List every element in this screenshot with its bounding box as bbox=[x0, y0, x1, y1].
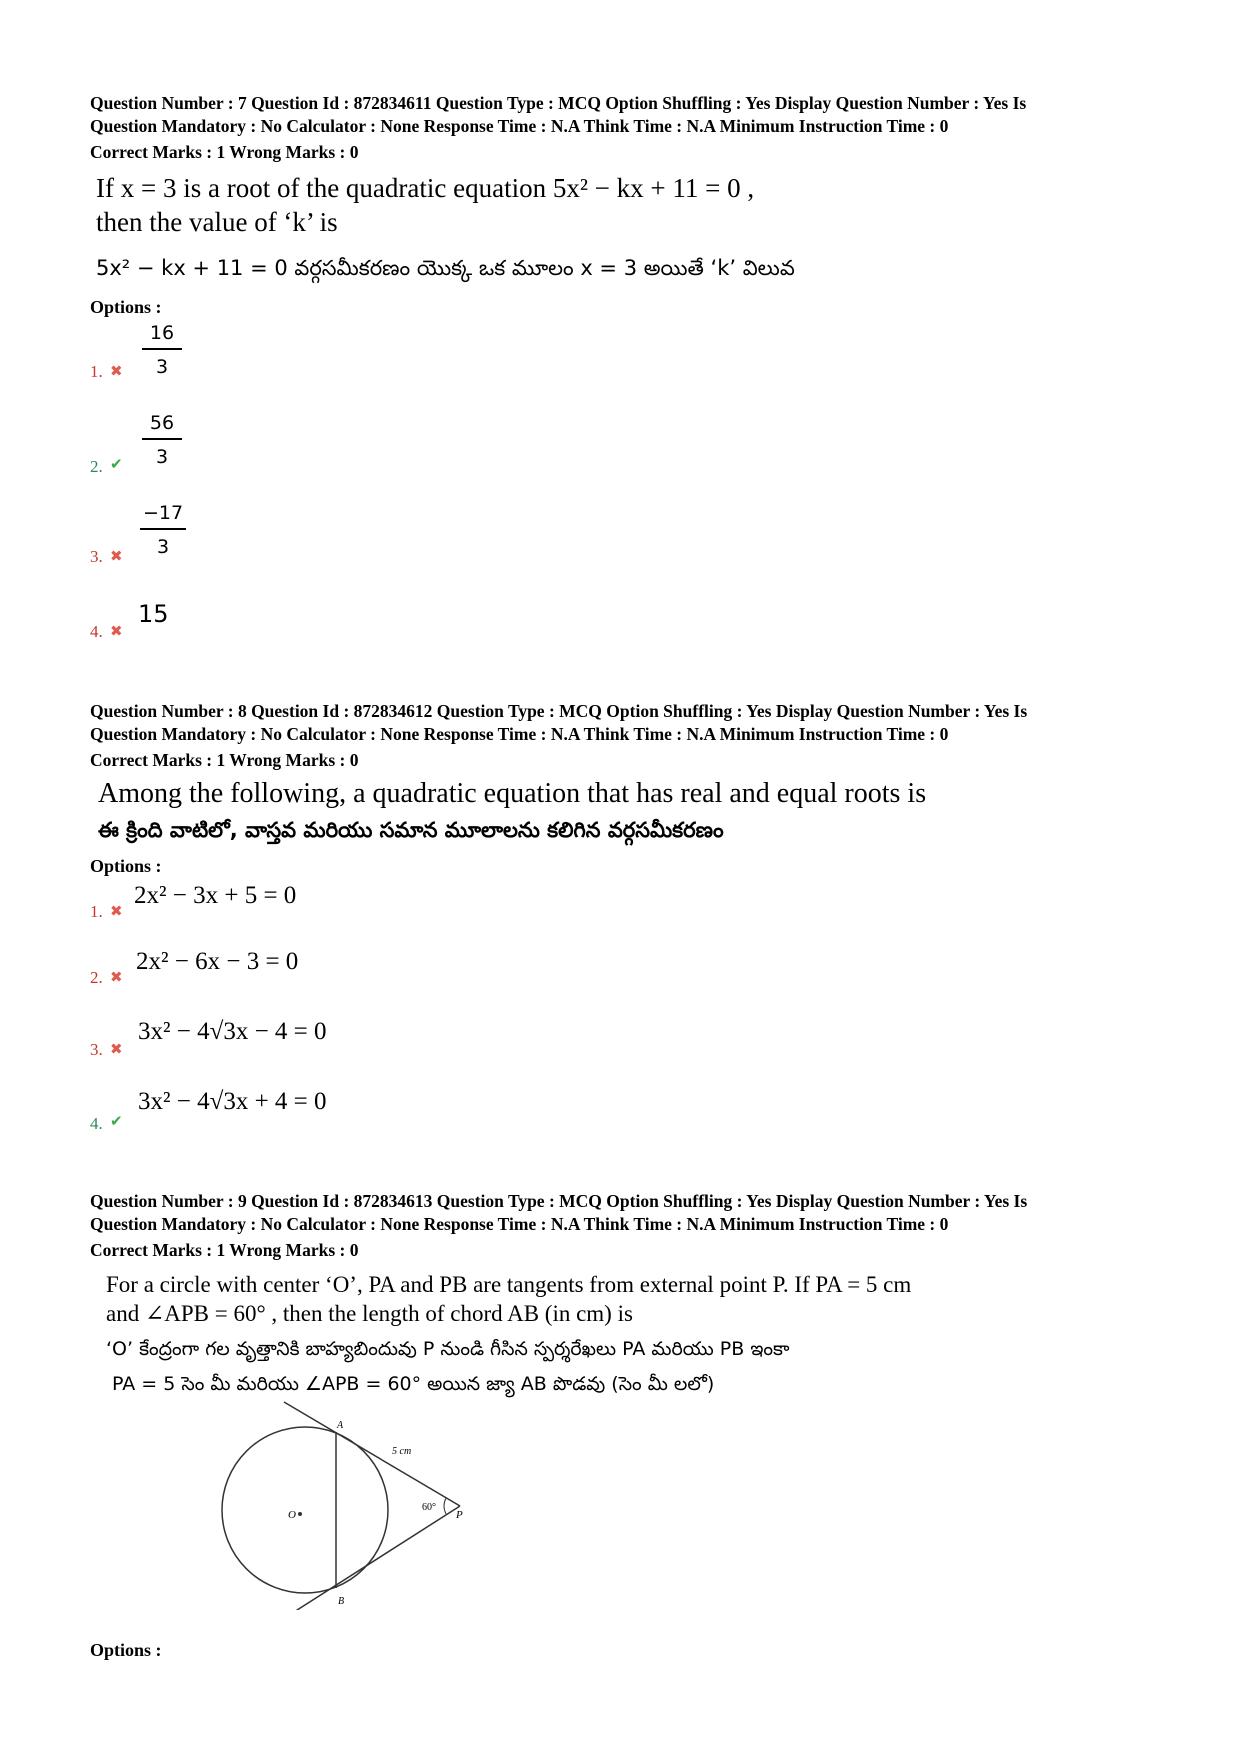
option-number: 2. bbox=[90, 457, 103, 476]
options-label: Options : bbox=[90, 1640, 162, 1660]
question-8-meta bbox=[90, 700, 1170, 772]
option-equation: 3x² − 4√3x + 4 = 0 bbox=[138, 1088, 327, 1115]
meta-line-1: Question Number : 9 Question Id : 872834613 Question Type : MCQ Option Shuffling : Yes Display Question Number : Yes Is bbox=[90, 1191, 1028, 1211]
label-b: B bbox=[338, 1596, 345, 1607]
option-number: 2. bbox=[90, 968, 103, 987]
option-number: 1. bbox=[90, 902, 103, 921]
option-number: 3. bbox=[90, 1040, 103, 1059]
option-equation: 2x² − 6x − 3 = 0 bbox=[136, 948, 299, 975]
wrong-icon: ✖ bbox=[110, 547, 123, 565]
wrong-icon: ✖ bbox=[110, 968, 123, 986]
meta-line-2: Question Mandatory : No Calculator : None Response Time : N.A Think Time : N.A Minimum Instruction Time : 0 bbox=[90, 116, 949, 136]
meta-line-2: Question Mandatory : No Calculator : None Response Time : N.A Think Time : N.A Minimum Instruction Time : 0 bbox=[90, 1214, 949, 1234]
denominator: 3 bbox=[155, 446, 169, 468]
question-9-meta bbox=[90, 1190, 1170, 1262]
wrong-icon: ✖ bbox=[110, 902, 123, 920]
options-label: Options : bbox=[90, 297, 162, 317]
check-icon: ✔ bbox=[110, 1112, 123, 1130]
meta-line-2: Question Mandatory : No Calculator : None Response Time : N.A Think Time : N.A Minimum Instruction Time : 0 bbox=[90, 724, 949, 744]
question-9-text-en-1: For a circle with center ‘O’, PA and PB are tangents from external point P. If PA = 5 cm bbox=[106, 1272, 912, 1297]
option-number: 1. bbox=[90, 362, 103, 381]
fraction bbox=[142, 322, 182, 378]
denominator: 3 bbox=[155, 356, 169, 378]
question-7-text-te: 5x² − kx + 11 = 0 వర్గసమీకరణం యొక్క ఒక మూలం x = 3 అయితే ‘k’ విలువ bbox=[96, 256, 795, 280]
fraction bbox=[142, 412, 182, 468]
check-icon: ✔ bbox=[110, 455, 123, 473]
label-p: P bbox=[456, 1509, 463, 1521]
option-value: 15 bbox=[138, 600, 169, 628]
question-9-text-en-2: and ∠APB = 60° , then the length of chord AB (in cm) is bbox=[106, 1301, 633, 1326]
label-angle: 60° bbox=[422, 1502, 436, 1513]
wrong-icon: ✖ bbox=[110, 362, 123, 380]
question-7-text-en-1: If x = 3 is a root of the quadratic equation 5x² − kx + 11 = 0 , bbox=[96, 173, 755, 203]
label-a: A bbox=[337, 1420, 344, 1431]
denominator: 3 bbox=[156, 536, 170, 558]
numerator: −17 bbox=[140, 502, 186, 530]
center-dot bbox=[298, 1512, 302, 1516]
tangent-pb bbox=[294, 1506, 460, 1610]
fraction bbox=[140, 502, 186, 558]
option-number: 4. bbox=[90, 1114, 103, 1133]
question-7-text-en-2: then the value of ‘k’ is bbox=[96, 207, 338, 237]
wrong-icon: ✖ bbox=[110, 622, 123, 640]
question-9-text-te-1: ‘O’ కేంద్రంగా గల వృత్తానికి బాహ్యబిందువు P నుండి గీసిన స్పర్శరేఖలు PA మరియు PB ఇంకా bbox=[106, 1338, 790, 1360]
marks-line: Correct Marks : 1 Wrong Marks : 0 bbox=[90, 142, 359, 162]
marks-line: Correct Marks : 1 Wrong Marks : 0 bbox=[90, 1240, 359, 1260]
wrong-icon: ✖ bbox=[110, 1040, 123, 1058]
question-8-text-te: ఈ క్రింది వాటిలో, వాస్తవ మరియు సమాన మూలాలను కలిగిన వర్గసమీకరణం bbox=[98, 818, 724, 842]
option-equation: 3x² − 4√3x − 4 = 0 bbox=[138, 1018, 327, 1045]
question-7-meta bbox=[90, 92, 1170, 164]
meta-line-1: Question Number : 8 Question Id : 872834612 Question Type : MCQ Option Shuffling : Yes Display Question Number : Yes Is bbox=[90, 701, 1028, 721]
marks-line: Correct Marks : 1 Wrong Marks : 0 bbox=[90, 750, 359, 770]
numerator: 16 bbox=[142, 322, 182, 350]
question-9-text-te-2: PA = 5 సెం మీ మరియు ∠APB = 60° అయిన జ్యా AB పొడవు (సెం మీ లలో) bbox=[112, 1373, 715, 1395]
meta-line-1: Question Number : 7 Question Id : 872834611 Question Type : MCQ Option Shuffling : Yes Display Question Number : Yes Is bbox=[90, 93, 1027, 113]
option-equation: 2x² − 3x + 5 = 0 bbox=[134, 882, 297, 909]
options-label: Options : bbox=[90, 856, 162, 876]
option-number: 3. bbox=[90, 547, 103, 566]
label-o: O bbox=[288, 1509, 296, 1521]
option-number: 4. bbox=[90, 622, 103, 641]
angle-arc bbox=[444, 1498, 446, 1514]
tangent-pa bbox=[284, 1402, 460, 1506]
label-length: 5 cm bbox=[392, 1446, 412, 1457]
question-8-text-en: Among the following, a quadratic equation that has real and equal roots is bbox=[98, 778, 927, 809]
numerator: 56 bbox=[142, 412, 182, 440]
tangent-circle-figure bbox=[200, 1400, 480, 1610]
